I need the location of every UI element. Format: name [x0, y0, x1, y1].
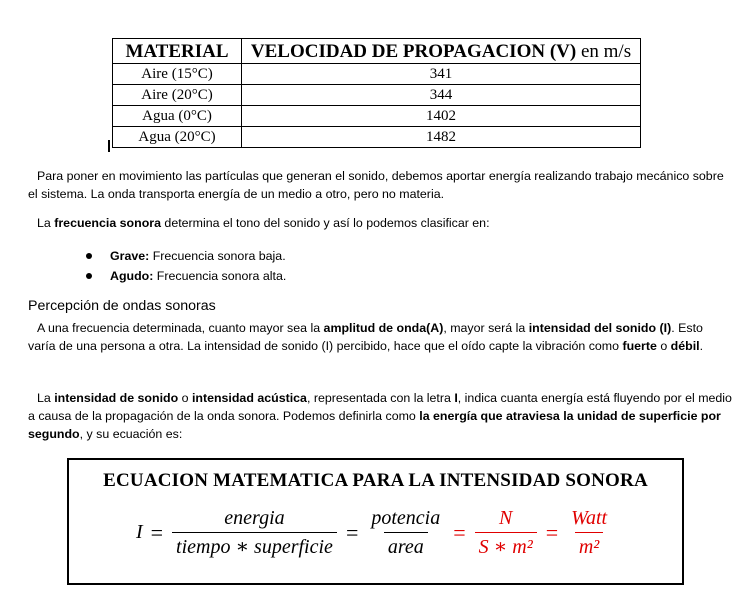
paragraph-energy [28, 167, 733, 203]
fraction-denominator: area [384, 532, 428, 559]
equals-sign: = [545, 519, 559, 545]
bold-term: la energía que atraviesa la unidad de superficie por segundo [28, 409, 721, 441]
header-velocity [242, 39, 641, 64]
text-run: , representada con la letra [306, 391, 455, 405]
header-unit: en m/s [580, 40, 632, 62]
fraction-energy [172, 506, 337, 559]
fraction-numerator: Watt [571, 507, 608, 529]
equals-sign: = [150, 519, 164, 545]
intensity-equation [69, 506, 682, 559]
paragraph-energy-text: Para poner en movimiento las partículas que generan el sonido, debemos aportar energía realizando trabajo mecánico sobre el sistema. La onda transporta energía de un medio a otro, pero no materia. [28, 169, 724, 201]
text-run: o [178, 391, 192, 405]
bold-term: frecuencia sonora [54, 216, 161, 230]
list-item-label: Grave: [110, 249, 150, 263]
bold-term: intensidad de sonido [54, 391, 179, 405]
cell-material: Aire (20°C) [113, 85, 242, 106]
fraction-newton [475, 506, 537, 559]
text-run: . Esto varía de una persona a otra. La intensidad de sonido (I) percibido, hace que el oído capte la vibración como [28, 321, 703, 353]
list-item-text: Frecuencia sonora baja. [149, 249, 286, 263]
cell-velocity: 1402 [242, 106, 641, 127]
cell-velocity: 341 [242, 64, 641, 85]
fraction-numerator: energia [224, 507, 285, 529]
text-run: La [37, 391, 55, 405]
fraction-numerator: N [499, 507, 513, 529]
equation-box [67, 458, 684, 585]
header-material: MATERIAL [113, 39, 242, 64]
paragraph-frequency [28, 214, 733, 232]
text-cursor [108, 140, 110, 152]
list-item-label: Agudo: [110, 269, 154, 283]
equation-lhs: I [135, 521, 143, 543]
text-run: , y su ecuación es: [79, 427, 183, 441]
table-row [113, 64, 641, 85]
text-run: La [37, 216, 55, 230]
paragraph-amplitude [28, 319, 733, 355]
list-item [86, 266, 286, 286]
text-run: o [656, 339, 671, 353]
list-item [86, 246, 286, 266]
frequency-list [86, 246, 286, 286]
cell-velocity: 344 [242, 85, 641, 106]
equation-title: ECUACION MATEMATICA PARA LA INTENSIDAD SONORA [103, 470, 648, 491]
fraction-watt [567, 506, 611, 559]
text-run: , indica cuanta energía está fluyendo por el medio a causa de la propagación de la onda sonora. Podemos definirla como [28, 391, 732, 423]
bold-term: amplitud de onda(A) [323, 321, 444, 335]
list-item-text: Frecuencia sonora alta. [153, 269, 287, 283]
table-row [113, 127, 641, 148]
fraction-power [367, 506, 444, 559]
text-run: A una frecuencia determinada, cuanto mayor sea la [37, 321, 324, 335]
table-row [113, 85, 641, 106]
bold-term: intensidad del sonido (I) [528, 321, 672, 335]
fraction-numerator: potencia [371, 507, 441, 529]
equals-sign: = [345, 519, 359, 545]
cell-material: Agua (0°C) [113, 106, 242, 127]
bold-term: fuerte [622, 339, 657, 353]
bold-term: intensidad acústica [191, 391, 307, 405]
section-heading: Percepción de ondas sonoras [28, 298, 216, 314]
text-run: determina el tono del sonido y así lo podemos clasificar en: [160, 216, 490, 230]
cell-material: Aire (15°C) [113, 64, 242, 85]
propagation-speed-table [112, 38, 641, 148]
text-run: , mayor será la [443, 321, 529, 335]
paragraph-intensity [28, 389, 733, 443]
fraction-denominator: S ∗ m² [475, 532, 537, 559]
cell-material: Agua (20°C) [113, 127, 242, 148]
bold-term: débil [670, 339, 700, 353]
fraction-denominator: m² [575, 532, 603, 559]
text-run: . [699, 339, 704, 353]
cell-velocity: 1482 [242, 127, 641, 148]
equals-sign: = [453, 519, 466, 545]
bold-term: I [454, 391, 458, 405]
header-velocity-label: VELOCIDAD DE PROPAGACION (V) [250, 40, 577, 62]
fraction-denominator: tiempo ∗ superficie [172, 532, 337, 559]
table-header-row [113, 39, 641, 64]
table-row [113, 106, 641, 127]
